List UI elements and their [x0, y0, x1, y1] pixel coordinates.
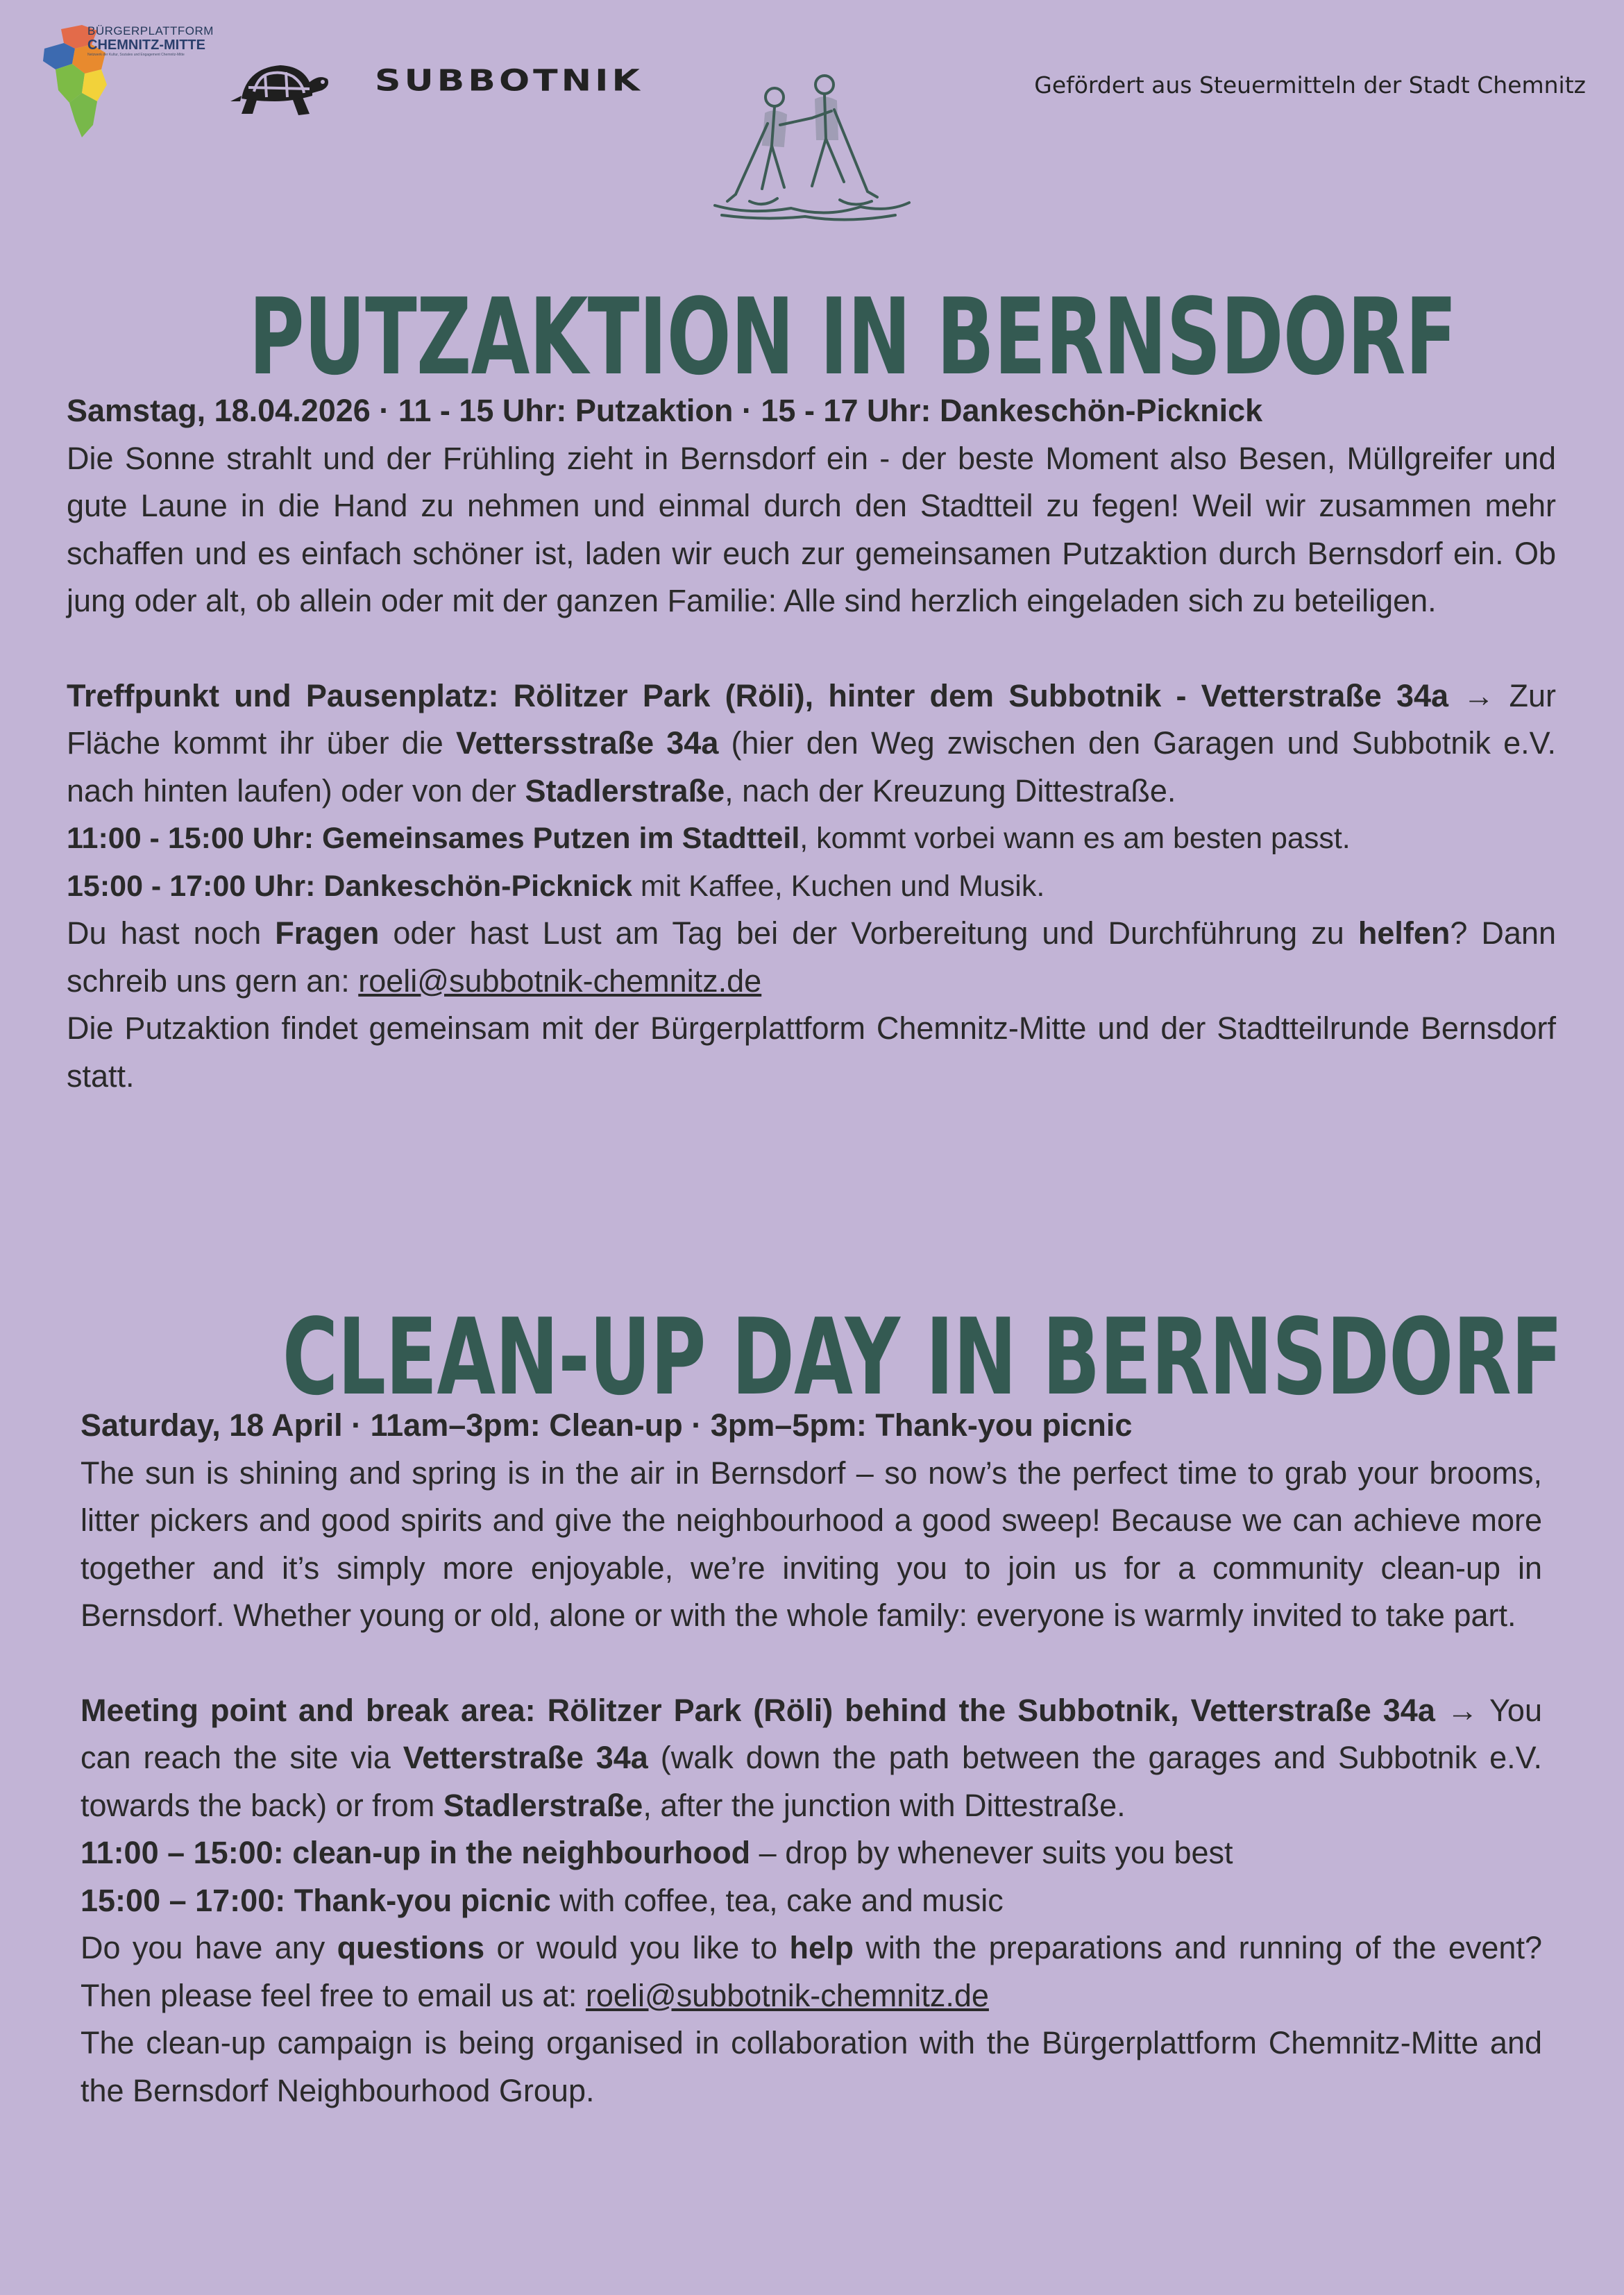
english-email-link[interactable]: roeli@subbotnik-chemnitz.de — [585, 1977, 989, 2013]
german-meeting-street2: Stadlerstraße — [525, 772, 725, 808]
subbotnik-wordmark: SUBBOTNIK — [375, 64, 643, 99]
english-subtitle: Saturday, 18 April · 11am–3pm: Clean-up · 3pm–5pm: Thank-you picnic — [81, 1407, 1133, 1443]
german-q-bold2: helfen — [1357, 915, 1450, 951]
english-time2-rest: with coffee, tea, cake and music — [550, 1882, 1004, 1918]
german-intro: Die Sonne strahlt und der Frühling zieht in Bernsdorf ein - der beste Moment also Besen, Müllgreifer und gute Laune in die Hand zu nehmen und einmal durch den Stadtteil zu fegen! Weil wir zusammen mehr schaffen und es einfach schöner ist, laden wir euch zur gemeinsamen Putzaktion durch Bernsdorf ein. Ob jung oder alt, ob allein oder mit der ganzen Familie: Alle sind herzlich eingeladen sich zu beteiligen. — [67, 440, 1556, 618]
english-closing: The clean-up campaign is being organised in collaboration with the Bürgerplattform Chemnitz-Mitte and the Bernsdorf Neighbourhood Group. — [81, 2025, 1542, 2108]
german-meeting-mid: (hier den Weg zwischen den Garagen und Subbotnik e.V. nach hinten laufen) oder von der — [67, 725, 1556, 808]
sweeping-figures-illustration — [708, 69, 916, 229]
english-meeting-end: , after the junction with Dittestraße. — [643, 1787, 1126, 1823]
german-time2-rest: mit Kaffee, Kuchen und Musik. — [632, 869, 1045, 903]
german-time2-label: 15:00 - 17:00 Uhr: Dankeschön-Picknick — [67, 869, 632, 903]
german-meeting-label: Treffpunkt und Pausenplatz: Rölitzer Park (Röli), hinter dem Subbotnik - Vetterstraße 34a — [67, 677, 1449, 713]
english-time1-label: 11:00 – 15:00: clean-up in the neighbourhood — [81, 1835, 751, 1870]
english-title: CLEAN-UP DAY IN BERNSDORF — [282, 1296, 1563, 1419]
english-content — [81, 1402, 1542, 2115]
english-meeting-street2: Stadlerstraße — [443, 1787, 643, 1823]
english-section — [81, 1296, 1563, 2115]
english-time2-label: 15:00 – 17:00: Thank-you picnic — [81, 1882, 551, 1918]
german-email-link[interactable]: roeli@subbotnik-chemnitz.de — [358, 963, 762, 999]
english-time1-rest: – drop by whenever suits you best — [750, 1835, 1233, 1870]
english-q-part2: or would you like to — [484, 1930, 790, 1965]
english-q-part1: Do you have any — [81, 1930, 337, 1965]
german-meeting-end: , nach der Kreuzung Dittestraße. — [725, 772, 1176, 808]
bp-logo-line1: BÜRGERPLATTFORM — [87, 24, 214, 37]
german-meeting-arrow: → Zur Fläche kommt ihr über die — [67, 677, 1556, 761]
german-closing: Die Putzaktion findet gemeinsam mit der Bürgerplattform Chemnitz-Mitte und der Stadtteilrunde Bernsdorf statt. — [67, 1010, 1556, 1094]
page-header — [0, 0, 1624, 236]
german-q-bold1: Fragen — [275, 915, 380, 951]
german-time1-rest: , kommt vorbei wann es am besten passt. — [800, 822, 1351, 855]
bp-logo-line2: CHEMNITZ-MITTE — [87, 37, 205, 53]
english-intro: The sun is shining and spring is in the air in Bernsdorf – so now’s the perfect time to grab your brooms, litter pickers and good spirits and give the neighbourhood a good sweep! Because we can achieve more together and it’s simply more enjoyable, we’re inviting you to join us for a community clean-up in Bernsdorf. Whether young or old, alone or with the whole family: everyone is warmly invited to take part. — [81, 1455, 1542, 1633]
english-meeting-arrow: → You can reach the site via — [81, 1692, 1542, 1775]
german-time1 — [67, 815, 1556, 863]
german-time2 — [67, 863, 1556, 911]
turtle-logo-icon — [226, 56, 330, 121]
english-meeting-street1: Vetterstraße 34a — [403, 1740, 648, 1775]
english-meeting-point — [81, 1687, 1542, 1830]
english-time2 — [81, 1877, 1542, 1925]
funding-notice: Gefördert aus Steuermitteln der Stadt Chemnitz — [1034, 71, 1586, 99]
german-meeting-point — [67, 672, 1556, 815]
german-subtitle: Samstag, 18.04.2026 · 11 - 15 Uhr: Putzaktion · 15 - 17 Uhr: Dankeschön-Picknick — [67, 393, 1263, 428]
german-content — [67, 387, 1556, 1100]
german-questions — [67, 910, 1556, 1005]
german-q-part1: Du hast noch — [67, 915, 276, 951]
bp-logo-line3: Netzwerk der Kultur, Soziales und Engagement Chemnitz-Mitte — [87, 53, 185, 57]
english-time1 — [81, 1829, 1542, 1877]
german-time1-label: 11:00 - 15:00 Uhr: Gemeinsames Putzen im Stadtteil — [67, 822, 800, 855]
german-title: PUTZAKTION IN BERNSDORF — [248, 276, 1457, 398]
german-q-part2: oder hast Lust am Tag bei der Vorbereitung und Durchführung zu — [379, 915, 1358, 951]
german-meeting-street1: Vettersstraße 34a — [455, 725, 719, 761]
english-questions — [81, 1924, 1542, 2019]
german-q-part3: ? Dann schreib uns gern an: — [67, 915, 1557, 999]
buergerplattform-wordmark — [87, 25, 214, 57]
english-q-bold2: help — [789, 1930, 854, 1965]
english-q-part3: with the preparations and running of the event? Then please feel free to email us at: — [81, 1930, 1542, 2013]
english-q-bold1: questions — [337, 1930, 485, 1965]
german-section — [67, 276, 1557, 1100]
english-meeting-mid: (walk down the path between the garages and Subbotnik e.V. towards the back) or from — [81, 1740, 1542, 1823]
english-meeting-label: Meeting point and break area: Rölitzer Park (Röli) behind the Subbotnik, Vetterstraße 34a — [81, 1692, 1435, 1728]
